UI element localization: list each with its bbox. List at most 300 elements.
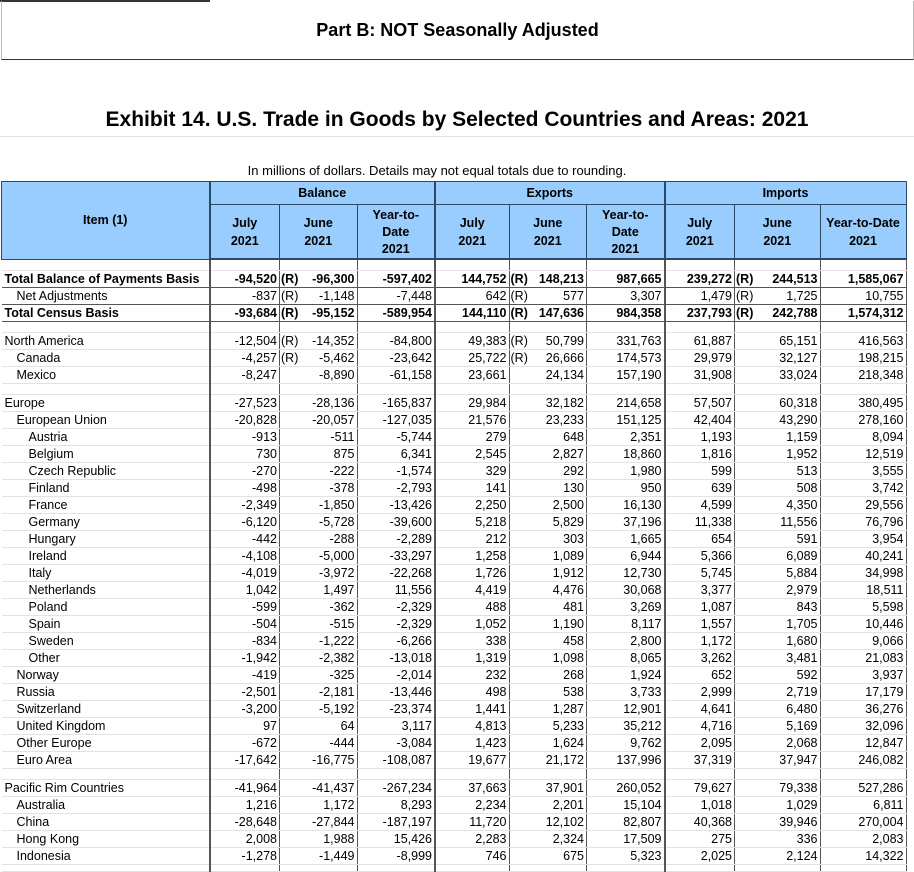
bal-july-cell: -913 bbox=[210, 429, 280, 446]
imp-ytd-cell: 32,096 bbox=[820, 718, 906, 735]
bal-june-cell: -515 bbox=[307, 616, 357, 633]
bal-ytd-cell: -3,084 bbox=[357, 735, 435, 752]
imp-july-cell: 2,999 bbox=[665, 684, 735, 701]
bal-june-cell: -5,462 bbox=[307, 350, 357, 367]
imp-june-cell: 592 bbox=[762, 667, 820, 684]
row-label: Ireland bbox=[2, 548, 210, 565]
bal-ytd-cell: -2,014 bbox=[357, 667, 435, 684]
exp-ytd-cell: 260,052 bbox=[587, 780, 665, 797]
exp-revised-flag-cell bbox=[509, 582, 537, 599]
table-row bbox=[2, 814, 907, 831]
row-label: Netherlands bbox=[2, 582, 210, 599]
exp-ytd-cell: 35,212 bbox=[587, 718, 665, 735]
exp-revised-flag-cell: (R) bbox=[509, 333, 537, 350]
table-row bbox=[2, 497, 907, 514]
exp-july-cell: 488 bbox=[435, 599, 509, 616]
exp-june-cell: 4,476 bbox=[537, 582, 587, 599]
bal-revised-flag-cell bbox=[280, 429, 308, 446]
bal-july-cell: -504 bbox=[210, 616, 280, 633]
row-label: Switzerland bbox=[2, 701, 210, 718]
imp-july-cell: 1,087 bbox=[665, 599, 735, 616]
imp-june-cell: 11,556 bbox=[762, 514, 820, 531]
bal-ytd-cell: -6,266 bbox=[357, 633, 435, 650]
imp-ytd-cell: 6,811 bbox=[820, 797, 906, 814]
bal-july-cell: -27,523 bbox=[210, 395, 280, 412]
exp-ytd-cell: 37,196 bbox=[587, 514, 665, 531]
row-label: Sweden bbox=[2, 633, 210, 650]
exp-july-cell: 2,250 bbox=[435, 497, 509, 514]
spacer-row bbox=[2, 259, 907, 271]
exp-july-cell: 1,423 bbox=[435, 735, 509, 752]
spacer-row bbox=[2, 384, 907, 395]
exp-revised-flag-cell bbox=[509, 735, 537, 752]
imp-june-cell: 32,127 bbox=[762, 350, 820, 367]
exp-revised-flag-cell bbox=[509, 412, 537, 429]
imp-ytd-cell: 218,348 bbox=[820, 367, 906, 384]
imp-ytd-cell: 270,004 bbox=[820, 814, 906, 831]
bal-july-cell: -599 bbox=[210, 599, 280, 616]
bal-ytd-cell: 15,426 bbox=[357, 831, 435, 848]
exp-june-cell: 148,213 bbox=[537, 271, 587, 288]
imp-ytd-cell: 1,585,067 bbox=[820, 271, 906, 288]
exp-june-cell: 675 bbox=[537, 848, 587, 865]
bal-july-cell: -270 bbox=[210, 463, 280, 480]
bal-ytd-cell: -108,087 bbox=[357, 752, 435, 769]
row-label: France bbox=[2, 497, 210, 514]
exp-june-cell: 32,182 bbox=[537, 395, 587, 412]
imp-revised-flag-cell bbox=[735, 667, 763, 684]
imp-june-cell: 39,946 bbox=[762, 814, 820, 831]
imp-revised-flag-cell bbox=[735, 350, 763, 367]
bal-revised-flag-cell bbox=[280, 446, 308, 463]
imp-revised-flag-cell: (R) bbox=[735, 271, 763, 288]
imp-july-cell: 1,193 bbox=[665, 429, 735, 446]
imp-ytd-cell: 416,563 bbox=[820, 333, 906, 350]
bal-june-cell: -20,057 bbox=[307, 412, 357, 429]
column-header-item: Item (1) bbox=[2, 182, 210, 260]
imp-july-cell: 2,025 bbox=[665, 848, 735, 865]
exp-ytd-cell: 137,996 bbox=[587, 752, 665, 769]
exp-july-cell: 5,218 bbox=[435, 514, 509, 531]
exp-ytd-cell: 8,117 bbox=[587, 616, 665, 633]
exp-revised-flag-cell bbox=[509, 429, 537, 446]
exp-june-cell: 1,912 bbox=[537, 565, 587, 582]
table-subtitle: In millions of dollars. Details may not equal totals due to rounding. bbox=[247, 163, 627, 178]
imp-ytd-cell: 34,998 bbox=[820, 565, 906, 582]
table-row bbox=[2, 684, 907, 701]
table-row bbox=[2, 429, 907, 446]
bal-ytd-cell: -61,158 bbox=[357, 367, 435, 384]
exp-june-cell: 23,233 bbox=[537, 412, 587, 429]
table-row bbox=[2, 514, 907, 531]
row-label: Net Adjustments bbox=[2, 288, 210, 305]
imp-june-cell: 508 bbox=[762, 480, 820, 497]
column-header-imports-july: July 2021 bbox=[665, 205, 735, 260]
exp-revised-flag-cell bbox=[509, 367, 537, 384]
bal-revised-flag-cell bbox=[280, 514, 308, 531]
table-row bbox=[2, 480, 907, 497]
imp-revised-flag-cell: (R) bbox=[735, 305, 763, 322]
exp-revised-flag-cell bbox=[509, 814, 537, 831]
imp-june-cell: 591 bbox=[762, 531, 820, 548]
row-label: Indonesia bbox=[2, 848, 210, 865]
exp-revised-flag-cell bbox=[509, 616, 537, 633]
bal-revised-flag-cell bbox=[280, 735, 308, 752]
exp-revised-flag-cell bbox=[509, 514, 537, 531]
imp-revised-flag-cell bbox=[735, 780, 763, 797]
imp-july-cell: 5,745 bbox=[665, 565, 735, 582]
bal-ytd-cell: -187,197 bbox=[357, 814, 435, 831]
row-label: Hungary bbox=[2, 531, 210, 548]
imp-revised-flag-cell bbox=[735, 599, 763, 616]
table-row bbox=[2, 531, 907, 548]
bal-july-cell: -672 bbox=[210, 735, 280, 752]
bal-ytd-cell: -2,329 bbox=[357, 599, 435, 616]
bal-july-cell: -6,120 bbox=[210, 514, 280, 531]
imp-june-cell: 3,481 bbox=[762, 650, 820, 667]
exp-ytd-cell: 1,924 bbox=[587, 667, 665, 684]
exp-ytd-cell: 331,763 bbox=[587, 333, 665, 350]
bal-july-cell: -3,200 bbox=[210, 701, 280, 718]
exp-ytd-cell: 3,269 bbox=[587, 599, 665, 616]
exp-revised-flag-cell bbox=[509, 667, 537, 684]
imp-july-cell: 275 bbox=[665, 831, 735, 848]
exp-revised-flag-cell: (R) bbox=[509, 271, 537, 288]
exp-revised-flag-cell bbox=[509, 831, 537, 848]
row-label: Russia bbox=[2, 684, 210, 701]
exp-july-cell: 1,052 bbox=[435, 616, 509, 633]
row-label: Germany bbox=[2, 514, 210, 531]
exp-july-cell: 1,258 bbox=[435, 548, 509, 565]
imp-june-cell: 79,338 bbox=[762, 780, 820, 797]
bal-june-cell: -325 bbox=[307, 667, 357, 684]
imp-revised-flag-cell bbox=[735, 718, 763, 735]
bal-ytd-cell: -84,800 bbox=[357, 333, 435, 350]
bal-revised-flag-cell bbox=[280, 480, 308, 497]
imp-june-cell: 6,480 bbox=[762, 701, 820, 718]
imp-june-cell: 1,705 bbox=[762, 616, 820, 633]
exp-ytd-cell: 950 bbox=[587, 480, 665, 497]
sheet-gridline bbox=[0, 136, 914, 137]
imp-june-cell: 242,788 bbox=[762, 305, 820, 322]
row-label: Belgium bbox=[2, 446, 210, 463]
imp-july-cell: 5,366 bbox=[665, 548, 735, 565]
table-row bbox=[2, 548, 907, 565]
imp-ytd-cell: 1,574,312 bbox=[820, 305, 906, 322]
table-row bbox=[2, 565, 907, 582]
imp-ytd-cell: 3,555 bbox=[820, 463, 906, 480]
bal-june-cell: -95,152 bbox=[307, 305, 357, 322]
bal-revised-flag-cell bbox=[280, 582, 308, 599]
exp-revised-flag-cell bbox=[509, 752, 537, 769]
bal-revised-flag-cell bbox=[280, 367, 308, 384]
imp-ytd-cell: 21,083 bbox=[820, 650, 906, 667]
bal-june-cell: 1,988 bbox=[307, 831, 357, 848]
clipped-row bbox=[2, 865, 907, 872]
imp-ytd-cell: 76,796 bbox=[820, 514, 906, 531]
bal-revised-flag-cell bbox=[280, 780, 308, 797]
bal-revised-flag-cell bbox=[280, 633, 308, 650]
bal-july-cell: -442 bbox=[210, 531, 280, 548]
exp-june-cell: 648 bbox=[537, 429, 587, 446]
table-row bbox=[2, 582, 907, 599]
exp-june-cell: 26,666 bbox=[537, 350, 587, 367]
exp-july-cell: 1,319 bbox=[435, 650, 509, 667]
bal-july-cell: -1,278 bbox=[210, 848, 280, 865]
bal-june-cell: -41,437 bbox=[307, 780, 357, 797]
imp-july-cell: 57,507 bbox=[665, 395, 735, 412]
exp-july-cell: 642 bbox=[435, 288, 509, 305]
bal-revised-flag-cell: (R) bbox=[280, 305, 308, 322]
imp-july-cell: 1,557 bbox=[665, 616, 735, 633]
bal-july-cell: -419 bbox=[210, 667, 280, 684]
exp-july-cell: 279 bbox=[435, 429, 509, 446]
table-row bbox=[2, 412, 907, 429]
bal-june-cell: -2,382 bbox=[307, 650, 357, 667]
table-row bbox=[2, 752, 907, 769]
bal-june-cell: 64 bbox=[307, 718, 357, 735]
column-header-exports-ytd: Year-to- Date 2021 bbox=[587, 205, 665, 260]
imp-ytd-cell: 3,954 bbox=[820, 531, 906, 548]
imp-june-cell: 37,947 bbox=[762, 752, 820, 769]
imp-june-cell: 1,159 bbox=[762, 429, 820, 446]
imp-june-cell: 843 bbox=[762, 599, 820, 616]
table-row bbox=[2, 701, 907, 718]
row-label: Total Balance of Payments Basis bbox=[2, 271, 210, 288]
exp-ytd-cell: 2,351 bbox=[587, 429, 665, 446]
imp-revised-flag-cell bbox=[735, 582, 763, 599]
trade-table bbox=[1, 181, 907, 872]
exp-revised-flag-cell bbox=[509, 633, 537, 650]
exp-june-cell: 130 bbox=[537, 480, 587, 497]
imp-revised-flag-cell: (R) bbox=[735, 288, 763, 305]
imp-revised-flag-cell bbox=[735, 412, 763, 429]
imp-ytd-cell: 527,286 bbox=[820, 780, 906, 797]
exp-ytd-cell: 5,323 bbox=[587, 848, 665, 865]
bal-ytd-cell: 3,117 bbox=[357, 718, 435, 735]
row-label: European Union bbox=[2, 412, 210, 429]
imp-ytd-cell: 36,276 bbox=[820, 701, 906, 718]
exp-june-cell: 577 bbox=[537, 288, 587, 305]
exp-ytd-cell: 17,509 bbox=[587, 831, 665, 848]
imp-revised-flag-cell bbox=[735, 395, 763, 412]
bal-ytd-cell: -1,574 bbox=[357, 463, 435, 480]
imp-revised-flag-cell bbox=[735, 480, 763, 497]
exp-ytd-cell: 1,665 bbox=[587, 531, 665, 548]
bal-july-cell: -4,257 bbox=[210, 350, 280, 367]
table-row bbox=[2, 305, 907, 322]
table-row bbox=[2, 599, 907, 616]
imp-july-cell: 237,793 bbox=[665, 305, 735, 322]
bal-revised-flag-cell bbox=[280, 650, 308, 667]
bal-july-cell: -498 bbox=[210, 480, 280, 497]
exp-ytd-cell: 174,573 bbox=[587, 350, 665, 367]
row-label: Other bbox=[2, 650, 210, 667]
exp-revised-flag-cell bbox=[509, 480, 537, 497]
imp-revised-flag-cell bbox=[735, 514, 763, 531]
exp-june-cell: 1,287 bbox=[537, 701, 587, 718]
bal-july-cell: -28,648 bbox=[210, 814, 280, 831]
row-label: Czech Republic bbox=[2, 463, 210, 480]
imp-revised-flag-cell bbox=[735, 616, 763, 633]
imp-ytd-cell: 12,847 bbox=[820, 735, 906, 752]
imp-revised-flag-cell bbox=[735, 429, 763, 446]
imp-ytd-cell: 9,066 bbox=[820, 633, 906, 650]
exp-july-cell: 4,813 bbox=[435, 718, 509, 735]
bal-june-cell: -511 bbox=[307, 429, 357, 446]
exp-june-cell: 458 bbox=[537, 633, 587, 650]
bal-july-cell: 97 bbox=[210, 718, 280, 735]
imp-june-cell: 65,151 bbox=[762, 333, 820, 350]
exp-june-cell: 1,098 bbox=[537, 650, 587, 667]
bal-revised-flag-cell bbox=[280, 701, 308, 718]
exp-june-cell: 21,172 bbox=[537, 752, 587, 769]
bal-july-cell: -837 bbox=[210, 288, 280, 305]
exp-ytd-cell: 9,762 bbox=[587, 735, 665, 752]
exp-ytd-cell: 3,307 bbox=[587, 288, 665, 305]
row-label: Europe bbox=[2, 395, 210, 412]
bal-june-cell: -288 bbox=[307, 531, 357, 548]
imp-ytd-cell: 278,160 bbox=[820, 412, 906, 429]
exp-ytd-cell: 151,125 bbox=[587, 412, 665, 429]
imp-july-cell: 652 bbox=[665, 667, 735, 684]
exp-ytd-cell: 987,665 bbox=[587, 271, 665, 288]
group-header-balance: Balance bbox=[210, 182, 436, 205]
imp-ytd-cell: 198,215 bbox=[820, 350, 906, 367]
bal-july-cell: -17,642 bbox=[210, 752, 280, 769]
imp-july-cell: 3,377 bbox=[665, 582, 735, 599]
exp-ytd-cell: 30,068 bbox=[587, 582, 665, 599]
exhibit-title: Exhibit 14. U.S. Trade in Goods by Selected Countries and Areas: 2021 bbox=[105, 108, 809, 131]
part-banner bbox=[1, 1, 914, 60]
bal-revised-flag-cell bbox=[280, 548, 308, 565]
imp-june-cell: 33,024 bbox=[762, 367, 820, 384]
bal-june-cell: -8,890 bbox=[307, 367, 357, 384]
bal-july-cell: -1,942 bbox=[210, 650, 280, 667]
exp-july-cell: 1,441 bbox=[435, 701, 509, 718]
exp-revised-flag-cell bbox=[509, 599, 537, 616]
bal-ytd-cell: -8,999 bbox=[357, 848, 435, 865]
exp-july-cell: 4,419 bbox=[435, 582, 509, 599]
imp-june-cell: 43,290 bbox=[762, 412, 820, 429]
bal-ytd-cell: -165,837 bbox=[357, 395, 435, 412]
bal-june-cell: -5,728 bbox=[307, 514, 357, 531]
imp-ytd-cell: 5,598 bbox=[820, 599, 906, 616]
bal-revised-flag-cell bbox=[280, 797, 308, 814]
bal-july-cell: 730 bbox=[210, 446, 280, 463]
imp-july-cell: 61,887 bbox=[665, 333, 735, 350]
imp-ytd-cell: 3,742 bbox=[820, 480, 906, 497]
row-label: Hong Kong bbox=[2, 831, 210, 848]
imp-june-cell: 2,979 bbox=[762, 582, 820, 599]
bal-ytd-cell: -597,402 bbox=[357, 271, 435, 288]
row-label: Finland bbox=[2, 480, 210, 497]
bal-july-cell: -94,520 bbox=[210, 271, 280, 288]
table-row bbox=[2, 831, 907, 848]
imp-july-cell: 40,368 bbox=[665, 814, 735, 831]
imp-july-cell: 599 bbox=[665, 463, 735, 480]
table-row bbox=[2, 633, 907, 650]
bal-revised-flag-cell bbox=[280, 412, 308, 429]
imp-ytd-cell: 8,094 bbox=[820, 429, 906, 446]
exp-revised-flag-cell bbox=[509, 463, 537, 480]
bal-revised-flag-cell bbox=[280, 752, 308, 769]
imp-july-cell: 639 bbox=[665, 480, 735, 497]
exp-ytd-cell: 16,130 bbox=[587, 497, 665, 514]
imp-july-cell: 1,172 bbox=[665, 633, 735, 650]
exp-july-cell: 1,726 bbox=[435, 565, 509, 582]
bal-revised-flag-cell bbox=[280, 463, 308, 480]
bal-ytd-cell: -7,448 bbox=[357, 288, 435, 305]
exp-june-cell: 37,901 bbox=[537, 780, 587, 797]
bal-june-cell: -3,972 bbox=[307, 565, 357, 582]
bal-june-cell: -16,775 bbox=[307, 752, 357, 769]
imp-ytd-cell: 246,082 bbox=[820, 752, 906, 769]
imp-june-cell: 6,089 bbox=[762, 548, 820, 565]
exp-july-cell: 29,984 bbox=[435, 395, 509, 412]
row-label: Other Europe bbox=[2, 735, 210, 752]
table-row bbox=[2, 350, 907, 367]
imp-ytd-cell: 2,083 bbox=[820, 831, 906, 848]
row-label: Poland bbox=[2, 599, 210, 616]
exp-revised-flag-cell bbox=[509, 848, 537, 865]
bal-revised-flag-cell bbox=[280, 684, 308, 701]
bal-ytd-cell: 11,556 bbox=[357, 582, 435, 599]
bal-revised-flag-cell bbox=[280, 616, 308, 633]
table-row bbox=[2, 650, 907, 667]
imp-ytd-cell: 10,755 bbox=[820, 288, 906, 305]
bal-june-cell: -1,449 bbox=[307, 848, 357, 865]
exp-july-cell: 25,722 bbox=[435, 350, 509, 367]
exp-revised-flag-cell bbox=[509, 797, 537, 814]
bal-revised-flag-cell bbox=[280, 395, 308, 412]
exp-july-cell: 141 bbox=[435, 480, 509, 497]
table-row bbox=[2, 616, 907, 633]
imp-revised-flag-cell bbox=[735, 701, 763, 718]
exp-june-cell: 12,102 bbox=[537, 814, 587, 831]
group-header-exports: Exports bbox=[435, 182, 665, 205]
row-label: Total Census Basis bbox=[2, 305, 210, 322]
row-label: Mexico bbox=[2, 367, 210, 384]
exp-revised-flag-cell bbox=[509, 565, 537, 582]
bal-july-cell: -41,964 bbox=[210, 780, 280, 797]
imp-june-cell: 513 bbox=[762, 463, 820, 480]
exp-revised-flag-cell bbox=[509, 650, 537, 667]
exp-july-cell: 21,576 bbox=[435, 412, 509, 429]
exp-ytd-cell: 1,980 bbox=[587, 463, 665, 480]
imp-july-cell: 1,816 bbox=[665, 446, 735, 463]
bal-july-cell: 1,042 bbox=[210, 582, 280, 599]
exp-july-cell: 232 bbox=[435, 667, 509, 684]
bal-june-cell: 1,497 bbox=[307, 582, 357, 599]
imp-revised-flag-cell bbox=[735, 531, 763, 548]
imp-july-cell: 4,641 bbox=[665, 701, 735, 718]
bal-july-cell: -12,504 bbox=[210, 333, 280, 350]
imp-june-cell: 1,952 bbox=[762, 446, 820, 463]
imp-revised-flag-cell bbox=[735, 735, 763, 752]
imp-revised-flag-cell bbox=[735, 565, 763, 582]
imp-ytd-cell: 29,556 bbox=[820, 497, 906, 514]
exp-july-cell: 2,283 bbox=[435, 831, 509, 848]
exp-july-cell: 11,720 bbox=[435, 814, 509, 831]
bal-july-cell: -4,019 bbox=[210, 565, 280, 582]
bal-revised-flag-cell bbox=[280, 497, 308, 514]
bal-revised-flag-cell: (R) bbox=[280, 333, 308, 350]
exp-revised-flag-cell bbox=[509, 531, 537, 548]
exp-june-cell: 2,324 bbox=[537, 831, 587, 848]
exp-june-cell: 1,624 bbox=[537, 735, 587, 752]
imp-june-cell: 2,068 bbox=[762, 735, 820, 752]
